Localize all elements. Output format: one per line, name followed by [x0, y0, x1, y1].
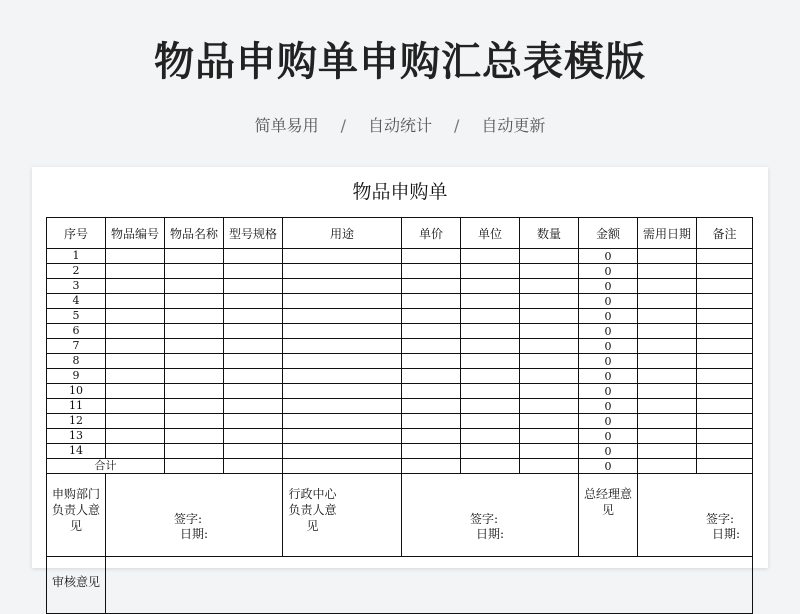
- table-cell[interactable]: [224, 249, 283, 264]
- table-cell[interactable]: [520, 264, 579, 279]
- amount-cell[interactable]: 0: [579, 369, 638, 384]
- table-cell[interactable]: [402, 309, 461, 324]
- header-cell[interactable]: 单位: [461, 218, 520, 249]
- table-cell[interactable]: [224, 339, 283, 354]
- table-cell[interactable]: [638, 399, 697, 414]
- separator: /: [340, 116, 346, 135]
- table-cell[interactable]: [165, 414, 224, 429]
- table-cell[interactable]: [283, 354, 402, 369]
- sheet-title: 物品申购单: [352, 181, 448, 203]
- header-cell[interactable]: 物品编号: [106, 218, 165, 249]
- table-cell[interactable]: [520, 339, 579, 354]
- separator: /: [454, 116, 460, 135]
- table-cell[interactable]: [402, 294, 461, 309]
- table-cell[interactable]: [224, 354, 283, 369]
- table-cell[interactable]: [106, 339, 165, 354]
- table-cell[interactable]: [283, 429, 402, 444]
- table-cell[interactable]: [224, 264, 283, 279]
- table-cell[interactable]: [165, 309, 224, 324]
- table-cell[interactable]: [461, 369, 520, 384]
- table-cell[interactable]: [402, 384, 461, 399]
- table-cell[interactable]: [638, 264, 697, 279]
- table-cell[interactable]: [224, 279, 283, 294]
- table-cell[interactable]: [224, 369, 283, 384]
- spreadsheet-preview: [32, 167, 768, 589]
- row-number[interactable]: 13: [47, 429, 106, 444]
- table-cell[interactable]: [461, 324, 520, 339]
- table-row: [47, 429, 753, 444]
- row-number[interactable]: 4: [47, 294, 106, 309]
- table-cell[interactable]: [638, 249, 697, 264]
- gm-opinion-text: 总经理意见: [583, 487, 632, 517]
- row-number[interactable]: 8: [47, 354, 106, 369]
- table-cell[interactable]: [520, 354, 579, 369]
- row-number[interactable]: 10: [47, 384, 106, 399]
- table-cell[interactable]: [697, 294, 753, 309]
- date-label: 日期:: [476, 527, 505, 541]
- table-cell[interactable]: [106, 264, 165, 279]
- table-cell[interactable]: [283, 444, 402, 459]
- table-cell[interactable]: [638, 339, 697, 354]
- table-cell[interactable]: [224, 399, 283, 414]
- table-row: [47, 354, 753, 369]
- table-cell[interactable]: [165, 399, 224, 414]
- amount-cell[interactable]: 0: [579, 354, 638, 369]
- table-cell[interactable]: [461, 429, 520, 444]
- table-cell[interactable]: [283, 414, 402, 429]
- table-cell[interactable]: [638, 354, 697, 369]
- total-row: [47, 459, 753, 474]
- table-cell[interactable]: [697, 279, 753, 294]
- table-row: [47, 384, 753, 399]
- table-cell[interactable]: [165, 444, 224, 459]
- header-cell[interactable]: 用途: [283, 218, 402, 249]
- table-cell[interactable]: [461, 354, 520, 369]
- header-cell[interactable]: 数量: [520, 218, 579, 249]
- table-cell[interactable]: [283, 384, 402, 399]
- table-row: [47, 324, 753, 339]
- table-cell[interactable]: [402, 249, 461, 264]
- table-cell[interactable]: [106, 399, 165, 414]
- table-cell[interactable]: [697, 429, 753, 444]
- table-cell[interactable]: [638, 384, 697, 399]
- table-cell[interactable]: [638, 294, 697, 309]
- table-cell[interactable]: [520, 324, 579, 339]
- feature-tagline: [0, 113, 800, 136]
- table-row: [47, 264, 753, 279]
- gm-opinion-cell[interactable]: [638, 474, 753, 557]
- table-cell[interactable]: [697, 309, 753, 324]
- table-cell[interactable]: [106, 324, 165, 339]
- table-cell[interactable]: [283, 309, 402, 324]
- dept-head-opinion-cell[interactable]: [106, 474, 283, 557]
- table-cell[interactable]: [697, 444, 753, 459]
- header-cell[interactable]: 单价: [402, 218, 461, 249]
- sign-label: 签字:: [174, 512, 203, 526]
- table-cell[interactable]: [106, 354, 165, 369]
- table-cell[interactable]: [165, 324, 224, 339]
- table-cell[interactable]: [697, 384, 753, 399]
- table-row: [47, 294, 753, 309]
- admin-head-opinion-cell[interactable]: [402, 474, 579, 557]
- table-cell[interactable]: [283, 339, 402, 354]
- table-row: [47, 369, 753, 384]
- table-cell[interactable]: [697, 249, 753, 264]
- amount-cell[interactable]: 0: [579, 249, 638, 264]
- date-label: 日期:: [712, 527, 741, 541]
- table-cell[interactable]: [638, 414, 697, 429]
- header-cell[interactable]: 需用日期: [638, 218, 697, 249]
- table-cell[interactable]: [224, 309, 283, 324]
- table-cell[interactable]: [461, 309, 520, 324]
- table-cell[interactable]: [224, 429, 283, 444]
- admin-head-opinion-label[interactable]: [283, 474, 402, 557]
- header-cell[interactable]: 金额: [579, 218, 638, 249]
- table-cell[interactable]: [283, 279, 402, 294]
- table-cell[interactable]: [224, 414, 283, 429]
- review-row: [47, 557, 753, 614]
- table-cell[interactable]: [461, 399, 520, 414]
- table-cell[interactable]: [697, 354, 753, 369]
- table-cell[interactable]: [106, 309, 165, 324]
- table-row: [47, 249, 753, 264]
- amount-cell[interactable]: 0: [579, 339, 638, 354]
- date-label: 日期:: [180, 527, 209, 541]
- table-row: [47, 444, 753, 459]
- table-cell[interactable]: [461, 444, 520, 459]
- table-cell[interactable]: [520, 294, 579, 309]
- gm-opinion-label[interactable]: [579, 474, 638, 557]
- row-number[interactable]: 6: [47, 324, 106, 339]
- table-cell[interactable]: [697, 459, 753, 474]
- amount-cell[interactable]: 0: [579, 324, 638, 339]
- feature-easy: 简单易用: [254, 116, 319, 135]
- table-cell[interactable]: [520, 459, 579, 474]
- table-row: [47, 414, 753, 429]
- amount-cell[interactable]: 0: [579, 279, 638, 294]
- table-cell[interactable]: [224, 324, 283, 339]
- table-cell[interactable]: [106, 294, 165, 309]
- table-row: [47, 309, 753, 324]
- table-row: [47, 399, 753, 414]
- table-cell[interactable]: [283, 264, 402, 279]
- row-number[interactable]: 11: [47, 399, 106, 414]
- table-cell[interactable]: [520, 384, 579, 399]
- amount-cell[interactable]: 0: [579, 294, 638, 309]
- feature-auto-update: 自动更新: [481, 116, 546, 135]
- table-cell[interactable]: [224, 459, 283, 474]
- header-cell[interactable]: 备注: [697, 218, 753, 249]
- table-cell[interactable]: [106, 414, 165, 429]
- amount-cell[interactable]: 0: [579, 444, 638, 459]
- table-cell[interactable]: [402, 399, 461, 414]
- table-cell[interactable]: [638, 444, 697, 459]
- feature-auto-stats: 自动统计: [367, 116, 432, 135]
- table-cell[interactable]: [697, 414, 753, 429]
- sign-label: 签字:: [470, 512, 499, 526]
- purchase-request-table: [46, 217, 753, 614]
- table-cell[interactable]: [520, 429, 579, 444]
- table-cell[interactable]: [224, 444, 283, 459]
- table-cell[interactable]: [638, 429, 697, 444]
- table-cell[interactable]: [283, 399, 402, 414]
- table-cell[interactable]: [461, 384, 520, 399]
- table-cell[interactable]: [165, 429, 224, 444]
- row-number[interactable]: 14: [47, 444, 106, 459]
- table-cell[interactable]: [402, 339, 461, 354]
- table-cell[interactable]: [520, 369, 579, 384]
- table-cell[interactable]: [165, 354, 224, 369]
- table-cell[interactable]: [638, 459, 697, 474]
- amount-cell[interactable]: 0: [579, 414, 638, 429]
- signoff-row: [47, 474, 753, 557]
- table-cell[interactable]: [165, 369, 224, 384]
- table-cell[interactable]: [283, 459, 402, 474]
- table-cell[interactable]: [165, 264, 224, 279]
- table-cell[interactable]: [461, 339, 520, 354]
- table-cell[interactable]: [283, 249, 402, 264]
- review-opinion-label[interactable]: 审核意见: [47, 557, 106, 614]
- table-cell[interactable]: [106, 279, 165, 294]
- table-cell[interactable]: [697, 369, 753, 384]
- amount-cell[interactable]: 0: [579, 384, 638, 399]
- table-cell[interactable]: [106, 384, 165, 399]
- table-cell[interactable]: [402, 444, 461, 459]
- table-cell[interactable]: [106, 249, 165, 264]
- header-cell[interactable]: 型号规格: [224, 218, 283, 249]
- table-cell[interactable]: [402, 459, 461, 474]
- table-cell[interactable]: [283, 324, 402, 339]
- table-cell[interactable]: [461, 264, 520, 279]
- table-cell[interactable]: [165, 249, 224, 264]
- table-cell[interactable]: [106, 369, 165, 384]
- table-cell[interactable]: [638, 369, 697, 384]
- table-cell[interactable]: [402, 264, 461, 279]
- total-amount[interactable]: 0: [579, 459, 638, 474]
- table-cell[interactable]: [520, 414, 579, 429]
- table-cell[interactable]: [402, 414, 461, 429]
- table-cell[interactable]: [402, 279, 461, 294]
- amount-cell[interactable]: 0: [579, 399, 638, 414]
- amount-cell[interactable]: 0: [579, 264, 638, 279]
- table-cell[interactable]: [520, 399, 579, 414]
- row-number[interactable]: 2: [47, 264, 106, 279]
- table-cell[interactable]: [697, 324, 753, 339]
- dept-head-opinion-label[interactable]: 申购部门负责人意见: [47, 474, 106, 557]
- table-cell[interactable]: [461, 279, 520, 294]
- table-cell[interactable]: [461, 459, 520, 474]
- table-cell[interactable]: [224, 294, 283, 309]
- table-row: [47, 339, 753, 354]
- table-cell[interactable]: [165, 459, 224, 474]
- table-cell[interactable]: [697, 264, 753, 279]
- table-cell[interactable]: [638, 309, 697, 324]
- table-cell[interactable]: [106, 444, 165, 459]
- page-title: 物品申购单申购汇总表模版: [154, 39, 646, 85]
- table-cell[interactable]: [224, 384, 283, 399]
- table-cell[interactable]: [638, 279, 697, 294]
- table-cell[interactable]: [697, 339, 753, 354]
- table-cell[interactable]: [461, 414, 520, 429]
- table-cell[interactable]: [461, 249, 520, 264]
- table-cell[interactable]: [402, 354, 461, 369]
- table-cell[interactable]: [697, 399, 753, 414]
- header-cell[interactable]: 序号: [47, 218, 106, 249]
- table-cell[interactable]: [402, 429, 461, 444]
- row-number[interactable]: 1: [47, 249, 106, 264]
- total-label[interactable]: 合计: [47, 459, 165, 474]
- table-cell[interactable]: [165, 279, 224, 294]
- table-row: [47, 279, 753, 294]
- table-cell[interactable]: [165, 339, 224, 354]
- table-cell[interactable]: [461, 294, 520, 309]
- sign-label: 签字:: [706, 512, 735, 526]
- header-cell[interactable]: 物品名称: [165, 218, 224, 249]
- table-cell[interactable]: [106, 429, 165, 444]
- row-number[interactable]: 12: [47, 414, 106, 429]
- table-cell[interactable]: [283, 369, 402, 384]
- admin-head-opinion-text: 行政中心负责人意见: [288, 487, 337, 533]
- row-number[interactable]: 7: [47, 339, 106, 354]
- table-cell[interactable]: [283, 294, 402, 309]
- amount-cell[interactable]: 0: [579, 309, 638, 324]
- table-cell[interactable]: [165, 384, 224, 399]
- amount-cell[interactable]: 0: [579, 429, 638, 444]
- review-opinion-cell[interactable]: [106, 557, 753, 614]
- table-cell[interactable]: [520, 309, 579, 324]
- row-number[interactable]: 5: [47, 309, 106, 324]
- header-row: [47, 218, 753, 249]
- row-number[interactable]: 3: [47, 279, 106, 294]
- table-cell[interactable]: [165, 294, 224, 309]
- row-number[interactable]: 9: [47, 369, 106, 384]
- table-cell[interactable]: [638, 324, 697, 339]
- table-cell[interactable]: [520, 279, 579, 294]
- table-cell[interactable]: [520, 444, 579, 459]
- table-cell[interactable]: [402, 324, 461, 339]
- table-cell[interactable]: [402, 369, 461, 384]
- table-cell[interactable]: [520, 249, 579, 264]
